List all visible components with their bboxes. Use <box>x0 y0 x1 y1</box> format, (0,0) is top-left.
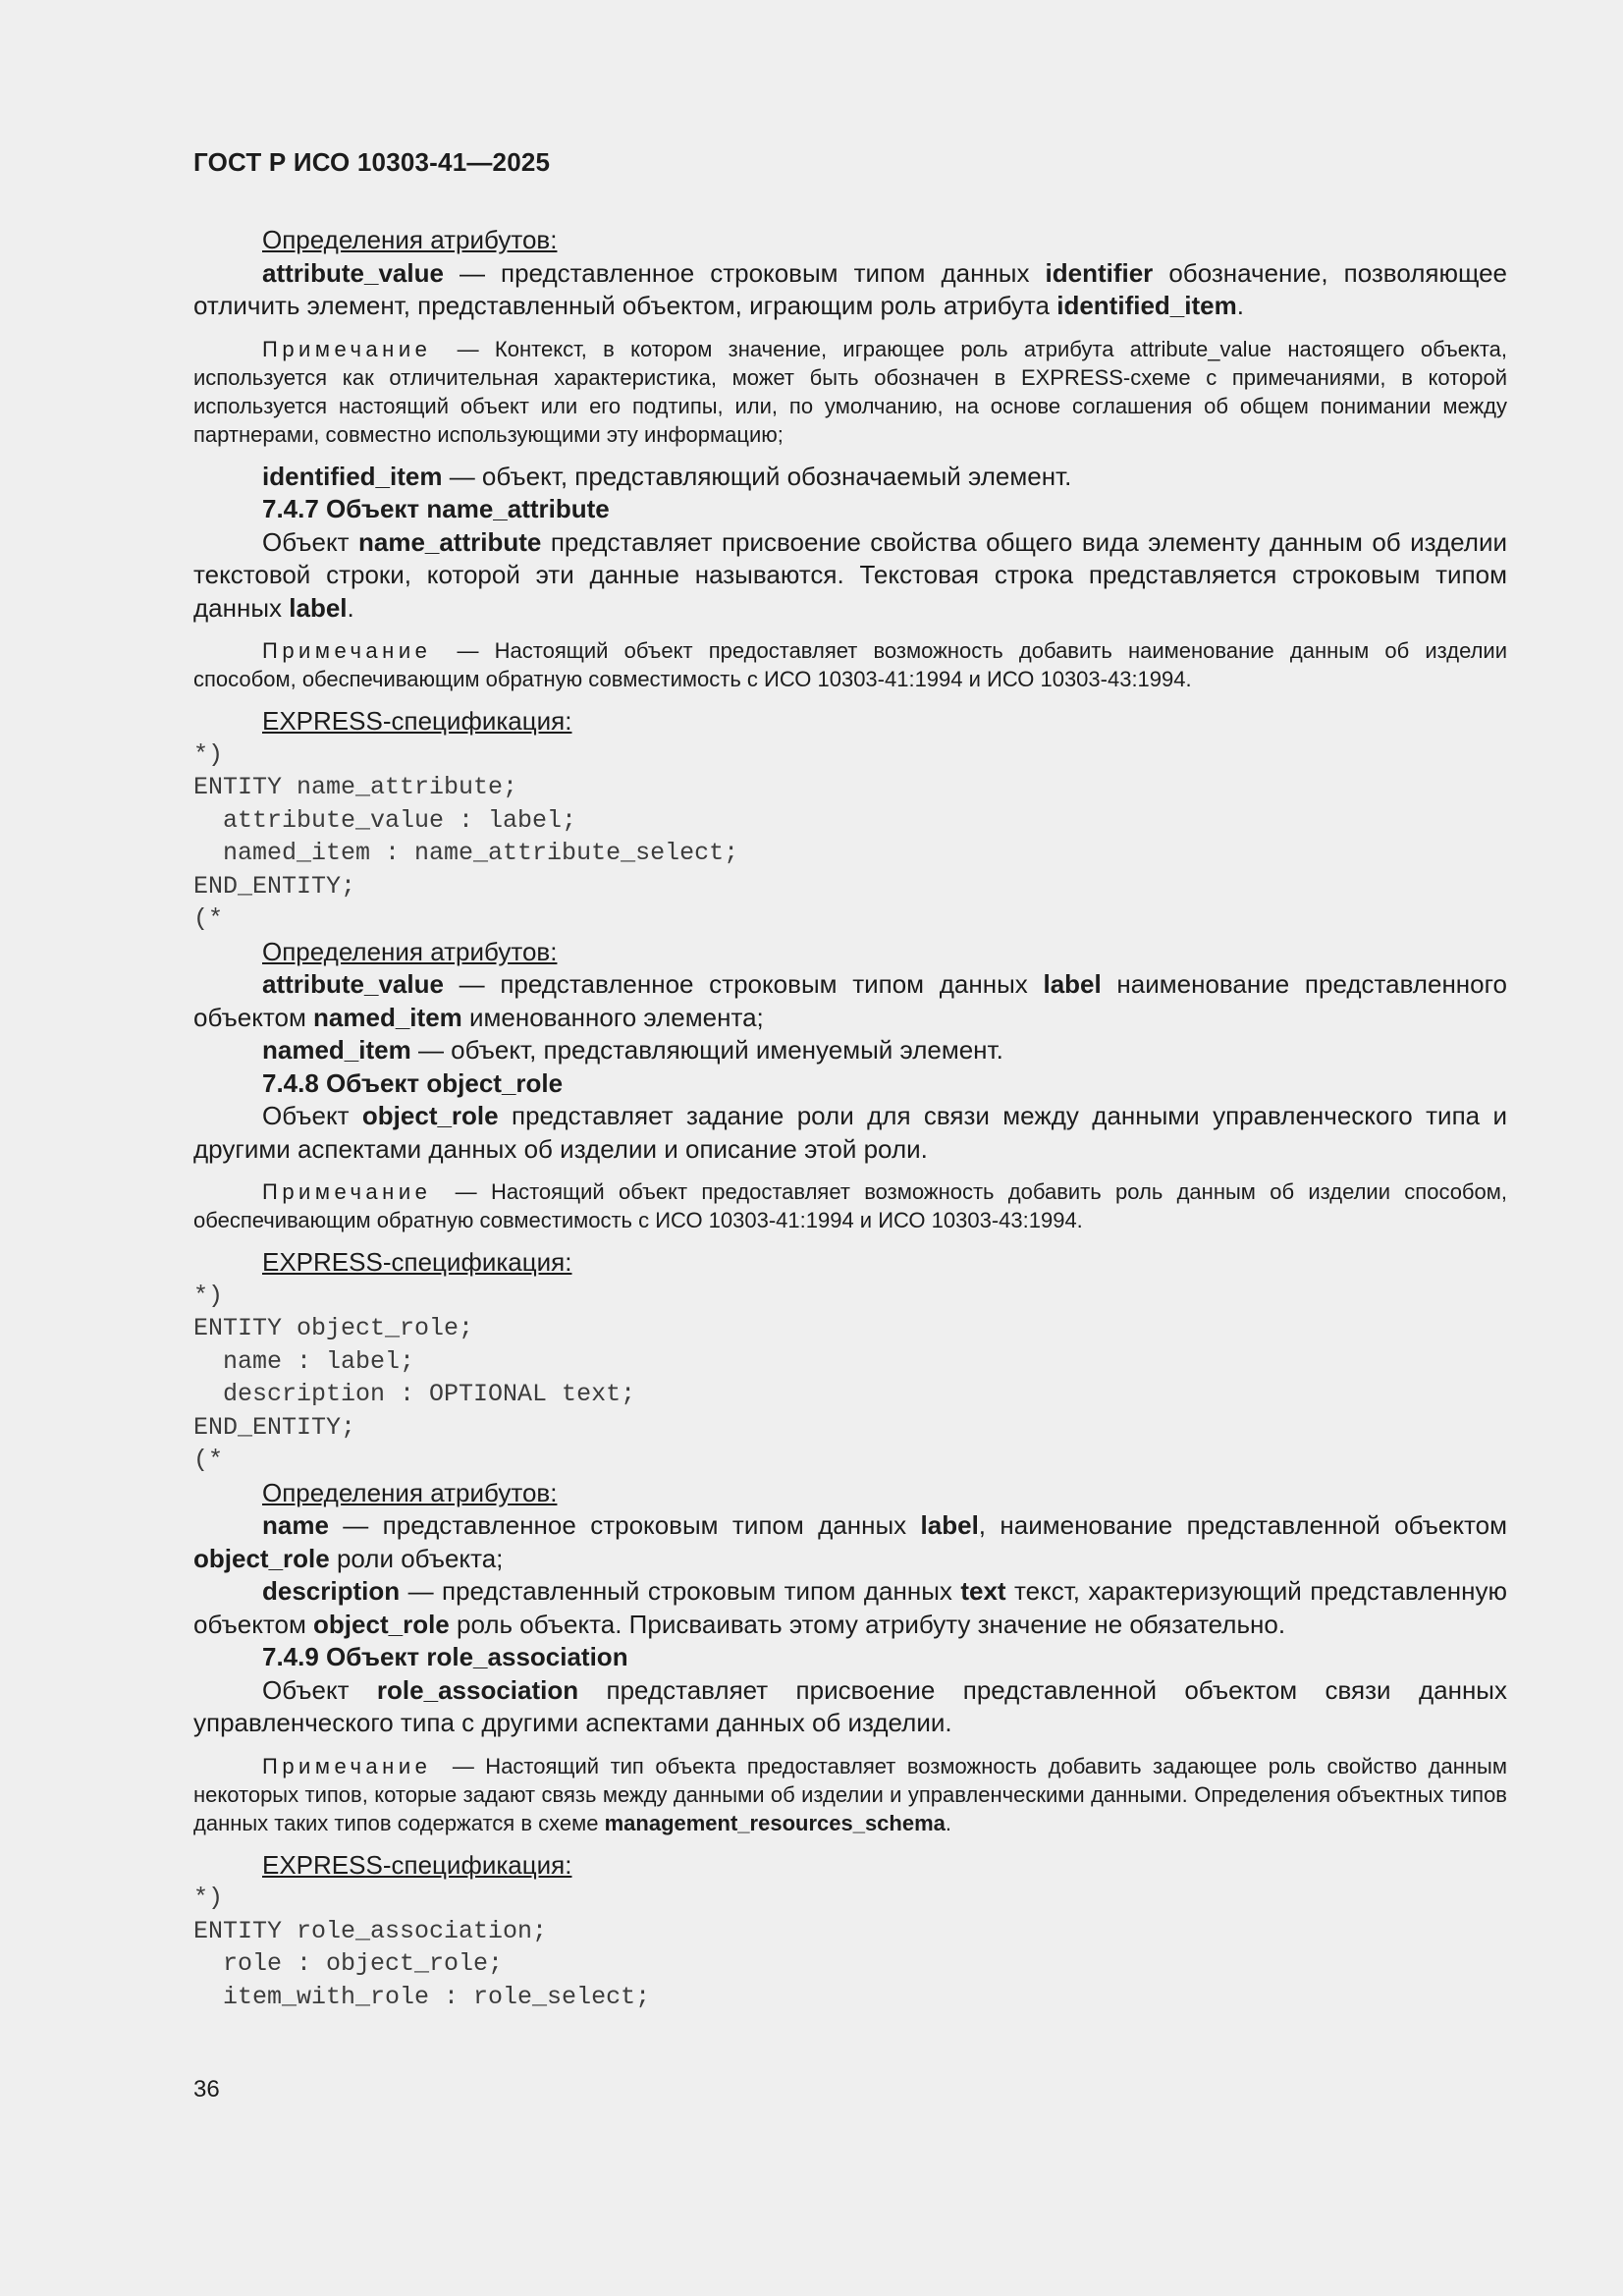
express-specification-label: EXPRESS-спецификация: <box>262 1247 572 1277</box>
code-line: attribute_value : label; <box>193 805 577 835</box>
code-line: description : OPTIONAL text; <box>193 1380 636 1408</box>
section-747-description: Объект name_attribute представляет присвоение свойства общего вида элементу данным об изделии текстовой строки, которой эти данные называются. Текстовая строка представляется строковым типом данных label. <box>193 526 1507 623</box>
section-heading-747: 7.4.7 Объект name_attribute <box>262 494 610 523</box>
express-code-block <box>193 1882 1507 2013</box>
named-item-definition: named_item — объект, представляющий именуемый элемент. <box>262 1035 1003 1065</box>
code-line: item_with_role : role_select; <box>193 1982 651 2011</box>
description-definition: description — представленный строковым типом данных text текст, характеризующий представленную объектом object_role роль объекта. Присваивать этому атрибуту значение не обязательно. <box>193 1576 1507 1639</box>
attribute-value-definition: attribute_value — представленное строковым типом данных label наименование представленного объектом named_item именованного элемента; <box>193 969 1507 1032</box>
code-line: *) <box>193 1281 224 1310</box>
page-number: 36 <box>193 2076 220 2103</box>
code-line: END_ENTITY; <box>193 871 356 901</box>
code-line: ENTITY object_role; <box>193 1314 474 1342</box>
note: Примечание — Контекст, в котором значение, играющее роль атрибута attribute_value настоящего объекта, используется как отличительная характеристика, может быть обозначен в EXPRESS-схеме с примечаниями, в которой используется настоящий объект или его подтипы, или, по умолчанию, на основе соглашения об общем понимании между партнерами, совместно использующими эту информацию; <box>193 336 1507 447</box>
code-line: ENTITY role_association; <box>193 1916 548 1945</box>
express-code-block <box>193 1280 1507 1477</box>
section-heading-749: 7.4.9 Объект role_association <box>262 1642 628 1671</box>
note: Примечание — Настоящий объект предоставляет возможность добавить роль данным об изделии способом, обеспечивающим обратную совместимость с ИСО 10303-41:1994 и ИСО 10303-43:1994. <box>193 1179 1507 1232</box>
attribute-definitions-label: Определения атрибутов: <box>262 1477 558 1507</box>
section-749-description: Объект role_association представляет присвоение представленной объектом связи данных управленческого типа с другими аспектами данных об изделии. <box>193 1674 1507 1737</box>
attribute-value-definition: attribute_value — представленное строковым типом данных identifier обозначение, позволяющее отличить элемент, представленный объектом, играющим роль атрибута identified_item. <box>193 257 1507 320</box>
attribute-definitions-label: Определения атрибутов: <box>262 936 558 966</box>
express-specification-label: EXPRESS-спецификация: <box>262 1849 572 1880</box>
code-line: role : object_role; <box>193 1949 504 1978</box>
express-specification-label: EXPRESS-спецификация: <box>262 706 572 736</box>
code-line: named_item : name_attribute_select; <box>193 839 739 867</box>
note: Примечание — Настоящий тип объекта предоставляет возможность добавить задающее роль свойство данным некоторых типов, которые задают связь между данными об изделии и управленческими данными. Определения объектных типов данных таких типов содержатся в схеме management_resources_schema. <box>193 1753 1507 1835</box>
name-definition: name — представленное строковым типом данных label, наименование представленной объектом object_role роли объекта; <box>193 1510 1507 1573</box>
code-line: END_ENTITY; <box>193 1412 356 1442</box>
code-line: ENTITY name_attribute; <box>193 773 518 801</box>
code-line: name : label; <box>193 1346 415 1376</box>
section-748-description: Объект object_role представляет задание роли для связи между данными управленческого типа и другими аспектами данных об изделии и описание этой роли. <box>193 1101 1507 1164</box>
section-heading-748: 7.4.8 Объект object_role <box>262 1067 564 1098</box>
code-line: *) <box>193 1884 224 1912</box>
identified-item-definition: identified_item — объект, представляющий обозначаемый элемент. <box>262 461 1072 491</box>
page-content <box>193 224 1507 2013</box>
code-line: *) <box>193 739 224 769</box>
express-code-block <box>193 738 1507 936</box>
code-line: (* <box>193 904 224 933</box>
attribute-definitions-label: Определения атрибутов: <box>262 225 558 254</box>
document-header: ГОСТ Р ИСО 10303-41—2025 <box>193 147 551 177</box>
note: Примечание — Настоящий объект предоставляет возможность добавить наименование данным об изделии способом, обеспечивающим обратную совместимость с ИСО 10303-41:1994 и ИСО 10303-43:1994. <box>193 638 1507 691</box>
code-line: (* <box>193 1446 224 1474</box>
